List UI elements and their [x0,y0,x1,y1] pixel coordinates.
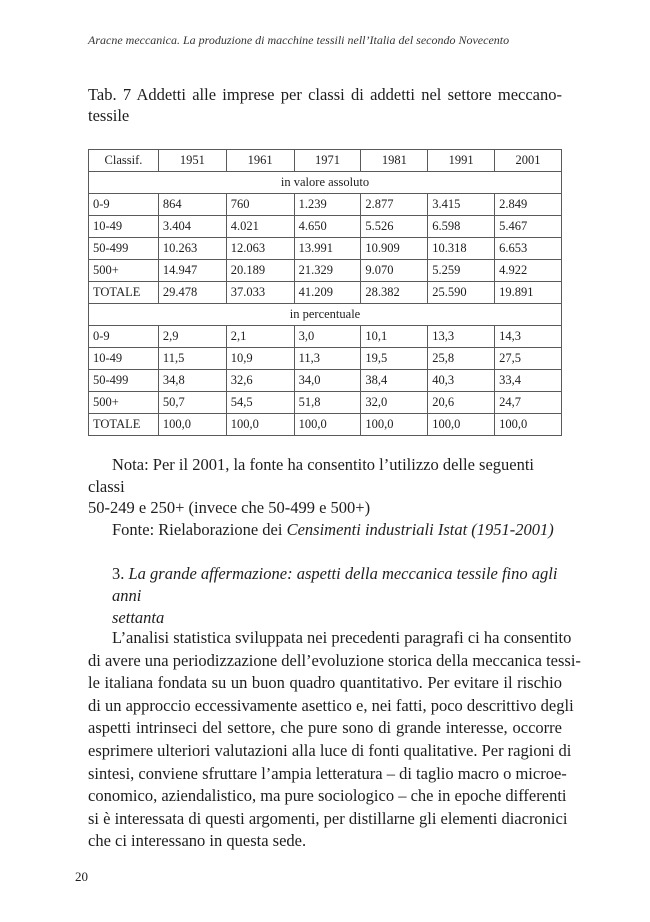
table-cell: 50-499 [89,238,159,260]
section-row-percent [89,304,562,326]
table-cell: 2.849 [495,194,562,216]
table-cell: 13,3 [428,326,495,348]
table-cell: 10,9 [226,348,294,370]
table-cell: 12.063 [226,238,294,260]
table-cell: 51,8 [294,392,361,414]
table-cell: 100,0 [294,414,361,436]
paragraph-line: le italiana fondata su un buon quadro quantitativo. Per evitare il rischio [88,673,562,693]
table-cell: 500+ [89,260,159,282]
table-row [89,370,562,392]
table-cell: 10-49 [89,216,159,238]
table-row-total [89,414,562,436]
header-year: 1971 [294,150,361,172]
table-cell: 27,5 [495,348,562,370]
body-paragraph [88,627,581,853]
note-line-1: Nota: Per il 2001, la fonte ha consentito l’utilizzo delle seguenti classi [88,455,535,496]
section-row-absolute [89,172,562,194]
section-heading [112,563,562,629]
section-number: 3. [112,564,129,583]
table-cell: 100,0 [361,414,428,436]
table-row [89,194,562,216]
table-row [89,326,562,348]
table-row [89,260,562,282]
table-cell: 19.891 [495,282,562,304]
table-cell: 40,3 [428,370,495,392]
table-row [89,348,562,370]
table-cell: 19,5 [361,348,428,370]
table-cell: 3,0 [294,326,361,348]
table-cell: 2.877 [361,194,428,216]
paragraph-line: si è interessata di questi argomenti, per distillarne gli elementi diacronici [88,808,568,828]
table-cell: 9.070 [361,260,428,282]
table-cell: 32,6 [226,370,294,392]
table-cell: 13.991 [294,238,361,260]
table-cell: 29.478 [158,282,226,304]
table-cell: 864 [158,194,226,216]
table-cell: 4.922 [495,260,562,282]
table-cell: 5.467 [495,216,562,238]
table-cell: 24,7 [495,392,562,414]
header-year: 1981 [361,150,428,172]
paragraph-line: conomico, aziendalistico, ma pure sociologico – che in epoche differenti [88,786,567,806]
section-title-line-1: La grande affermazione: aspetti della meccanica tessile fino agli anni [112,564,558,605]
table-cell: 41.209 [294,282,361,304]
table-cell: 38,4 [361,370,428,392]
table-row [89,238,562,260]
table-cell: 21.329 [294,260,361,282]
table-header-row [89,150,562,172]
table-cell: 3.415 [428,194,495,216]
paragraph-line: di un approccio eccessivamente asettico e, nei fatti, poco descrittivo degli [88,695,574,715]
table-cell: 3.404 [158,216,226,238]
table-cell: 2,1 [226,326,294,348]
section-title-line-2: settanta [112,608,165,627]
source-line [88,519,562,541]
table-cell: 10.263 [158,238,226,260]
table-row-total [89,282,562,304]
note-line-2: 50-249 e 250+ (invece che 50-499 e 500+) [88,498,371,517]
table-cell: 0-9 [89,194,159,216]
table-cell: 14.947 [158,260,226,282]
table-cell: 50-499 [89,370,159,392]
table-cell: 25.590 [428,282,495,304]
table-cell: TOTALE [89,414,159,436]
table-caption-line-2: tessile [88,106,130,125]
paragraph-line: esprimere ulteriori valutazioni alla luce di fonti qualitative. Per ragioni di [88,740,572,760]
table-cell: 10.318 [428,238,495,260]
table-cell: 4.650 [294,216,361,238]
table-cell: 5.526 [361,216,428,238]
header-year: 1961 [226,150,294,172]
table-cell: 6.598 [428,216,495,238]
table-cell: 4.021 [226,216,294,238]
paragraph-line: di avere una periodizzazione dell’evoluzione storica della meccanica tessi- [88,650,581,670]
table-cell: 6.653 [495,238,562,260]
table-cell: 32,0 [361,392,428,414]
table-caption [88,84,562,126]
paragraph-line: aspetti intrinseci del settore, che pure sono di grande interesse, occorre [88,718,562,738]
table-cell: 760 [226,194,294,216]
source-title: Censimenti industriali Istat (1951-2001) [286,519,554,539]
table-cell: 100,0 [158,414,226,436]
header-year: 1991 [428,150,495,172]
table-cell: 50,7 [158,392,226,414]
table-cell: 100,0 [428,414,495,436]
paragraph-line: sintesi, conviene sfruttare l’ampia letteratura – di taglio macro o microe- [88,763,567,783]
table-cell: 37.033 [226,282,294,304]
table-cell: 2,9 [158,326,226,348]
table-cell: 54,5 [226,392,294,414]
table-cell: TOTALE [89,282,159,304]
table-cell: 10,1 [361,326,428,348]
table-cell: 34,8 [158,370,226,392]
table-cell: 0-9 [89,326,159,348]
employees-table [88,149,562,436]
table-cell: 20,6 [428,392,495,414]
paragraph-line: che ci interessano in questa sede. [88,831,307,851]
table-cell: 100,0 [495,414,562,436]
table-cell: 5.259 [428,260,495,282]
table-cell: 33,4 [495,370,562,392]
paragraph-line: L’analisi statistica sviluppata nei precedenti paragrafi ci ha consentito [112,628,572,647]
table-cell: 100,0 [226,414,294,436]
table-caption-line-1: Tab. 7 Addetti alle imprese per classi di addetti nel settore meccano- [88,85,562,104]
table-note [88,454,562,540]
header-year: 2001 [495,150,562,172]
table-row [89,392,562,414]
page-number: 20 [75,869,88,884]
running-head: Aracne meccanica. La produzione di macchine tessili nell’Italia del secondo Novecento [88,33,510,47]
table-cell: 20.189 [226,260,294,282]
table-cell: 11,5 [158,348,226,370]
header-year: 1951 [158,150,226,172]
table-cell: 28.382 [361,282,428,304]
table-cell: 500+ [89,392,159,414]
section-label-percent: in percentuale [89,304,562,326]
table-cell: 10.909 [361,238,428,260]
table-cell: 25,8 [428,348,495,370]
table-cell: 11,3 [294,348,361,370]
table-row [89,216,562,238]
table-cell: 10-49 [89,348,159,370]
source-prefix: Fonte: Rielaborazione dei [112,519,287,539]
table-cell: 14,3 [495,326,562,348]
table-cell: 34,0 [294,370,361,392]
table-cell: 1.239 [294,194,361,216]
header-classif: Classif. [89,150,159,172]
section-label-absolute: in valore assoluto [89,172,562,194]
